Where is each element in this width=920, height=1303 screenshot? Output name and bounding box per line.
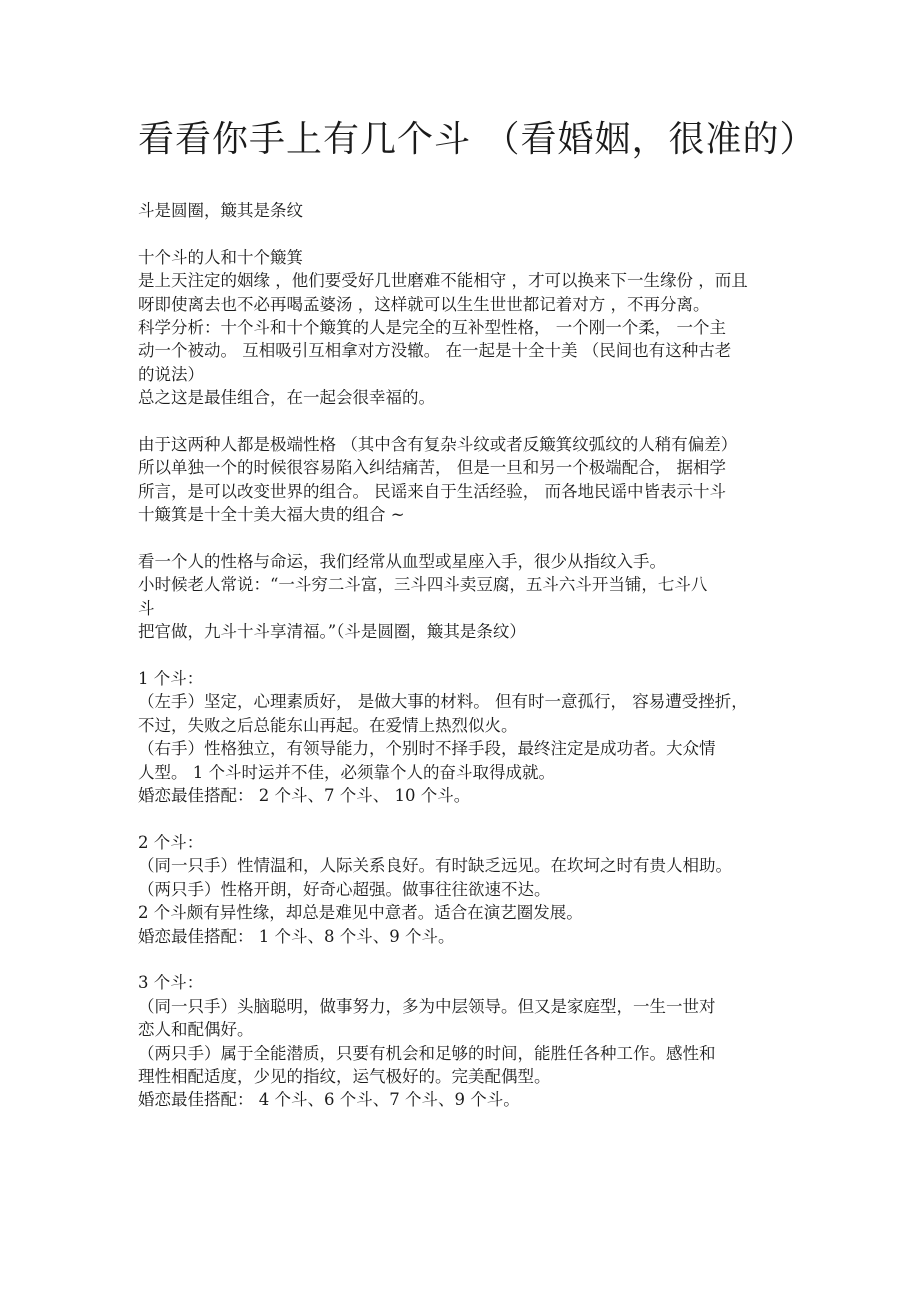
spacer <box>138 948 798 971</box>
section-one-line: 不过，失败之后总能东山再起。在爱情上热烈似火。 <box>138 715 518 735</box>
section-two-line: 2 个斗颇有异性缘，却总是难见中意者。适合在演艺圈发展。 <box>138 903 583 923</box>
section-two-line: （两只手）性格开朗，好奇心超强。做事往往欲速不达。 <box>138 879 551 899</box>
spacer <box>138 808 798 831</box>
section-three-line: 婚恋最佳搭配： 4 个斗、6 个斗、7 个斗、9 个斗。 <box>138 1090 520 1110</box>
section-ten-line: 科学分析：十个斗和十个簸箕的人是完全的互补型性格， 一个刚一个柔， 一个主 <box>138 318 726 338</box>
section-folk-line: 小时候老人常说：“一斗穷二斗富，三斗四斗卖豆腐，五斗六斗开当铺，七斗八 <box>138 575 708 595</box>
section-three-line: 理性相配适度，少见的指纹，运气极好的。完美配偶型。 <box>138 1066 551 1086</box>
section-extreme-line: 由于这两种人都是极端性格 （其中含有复杂斗纹或者反簸箕纹弧纹的人稍有偏差） <box>138 435 738 455</box>
section-one-line: （左手）坚定，心理素质好， 是做大事的材料。 但有时一意孤行， 容易遭受挫折， <box>138 692 748 712</box>
section-folk-line: 看一个人的性格与命运，我们经常从血型或星座入手，很少从指纹入手。 <box>138 552 666 572</box>
document-title: 看看你手上有几个斗 （看婚姻，很准的） <box>138 119 817 160</box>
spacer <box>138 527 798 550</box>
intro-line: 斗是圆圈，簸其是条纹 <box>138 201 303 220</box>
section-ten-line: 是上天注定的姻缘 ，他们要受好几世磨难不能相守 ，才可以换来下一生缘份 ，而且 <box>138 271 748 291</box>
section-three-line: （两只手）属于全能潜质，只要有机会和足够的时间，能胜任各种工作。感性和 <box>138 1043 716 1063</box>
section-folk-line: 把官做，九斗十斗享清福。”（斗是圆圈，簸其是条纹） <box>138 622 526 642</box>
section-three-heading: 3 个斗： <box>138 973 204 993</box>
section-extreme-line: 所言，是可以改变世界的组合。 民谣来自于生活经验， 而各地民谣中皆表示十斗 <box>138 481 726 501</box>
spacer <box>138 644 798 667</box>
section-extreme-line: 十簸箕是十全十美大福大贵的组合 ~ <box>138 505 405 525</box>
document-body <box>138 199 798 1112</box>
section-ten-line: 的说法） <box>138 364 204 384</box>
section-three-line: （同一只手）头脑聪明，做事努力，多为中层领导。但又是家庭型，一生一世对 <box>138 996 716 1016</box>
section-three-line: 恋人和配偶好。 <box>138 1020 254 1040</box>
spacer <box>138 410 798 433</box>
section-one-line: 人型。 1 个斗时运并不佳，必须靠个人的奋斗取得成就。 <box>138 762 555 782</box>
section-ten-line: 呀即使离去也不必再喝孟婆汤 ，这样就可以生生世世都记着对方 ，不再分离。 <box>138 294 710 314</box>
section-two-heading: 2 个斗： <box>138 832 204 852</box>
section-extreme-line: 所以单独一个的时候很容易陷入纠结痛苦， 但是一旦和另一个极端配合， 据相学 <box>138 458 726 478</box>
section-one-heading: 1 个斗： <box>138 669 204 689</box>
section-ten-line: 动一个被动。 互相吸引互相拿对方没辙。 在一起是十全十美 （民间也有这种古老 <box>138 341 732 361</box>
section-ten-heading: 十个斗的人和十个簸箕 <box>138 247 303 267</box>
section-two-line: （同一只手）性情温和，人际关系良好。有时缺乏远见。在坎坷之时有贵人相助。 <box>138 856 732 876</box>
section-one-line: （右手）性格独立，有领导能力，个别时不择手段，最终注定是成功者。大众情 <box>138 739 716 759</box>
section-two-line: 婚恋最佳搭配： 1 个斗、8 个斗、9 个斗。 <box>138 926 455 946</box>
section-ten-line: 总之这是最佳组合，在一起会很幸福的。 <box>138 388 435 408</box>
spacer <box>138 222 798 245</box>
section-one-line: 婚恋最佳搭配： 2 个斗、7 个斗、 10 个斗。 <box>138 786 471 806</box>
section-folk-line: 斗 <box>138 598 155 618</box>
